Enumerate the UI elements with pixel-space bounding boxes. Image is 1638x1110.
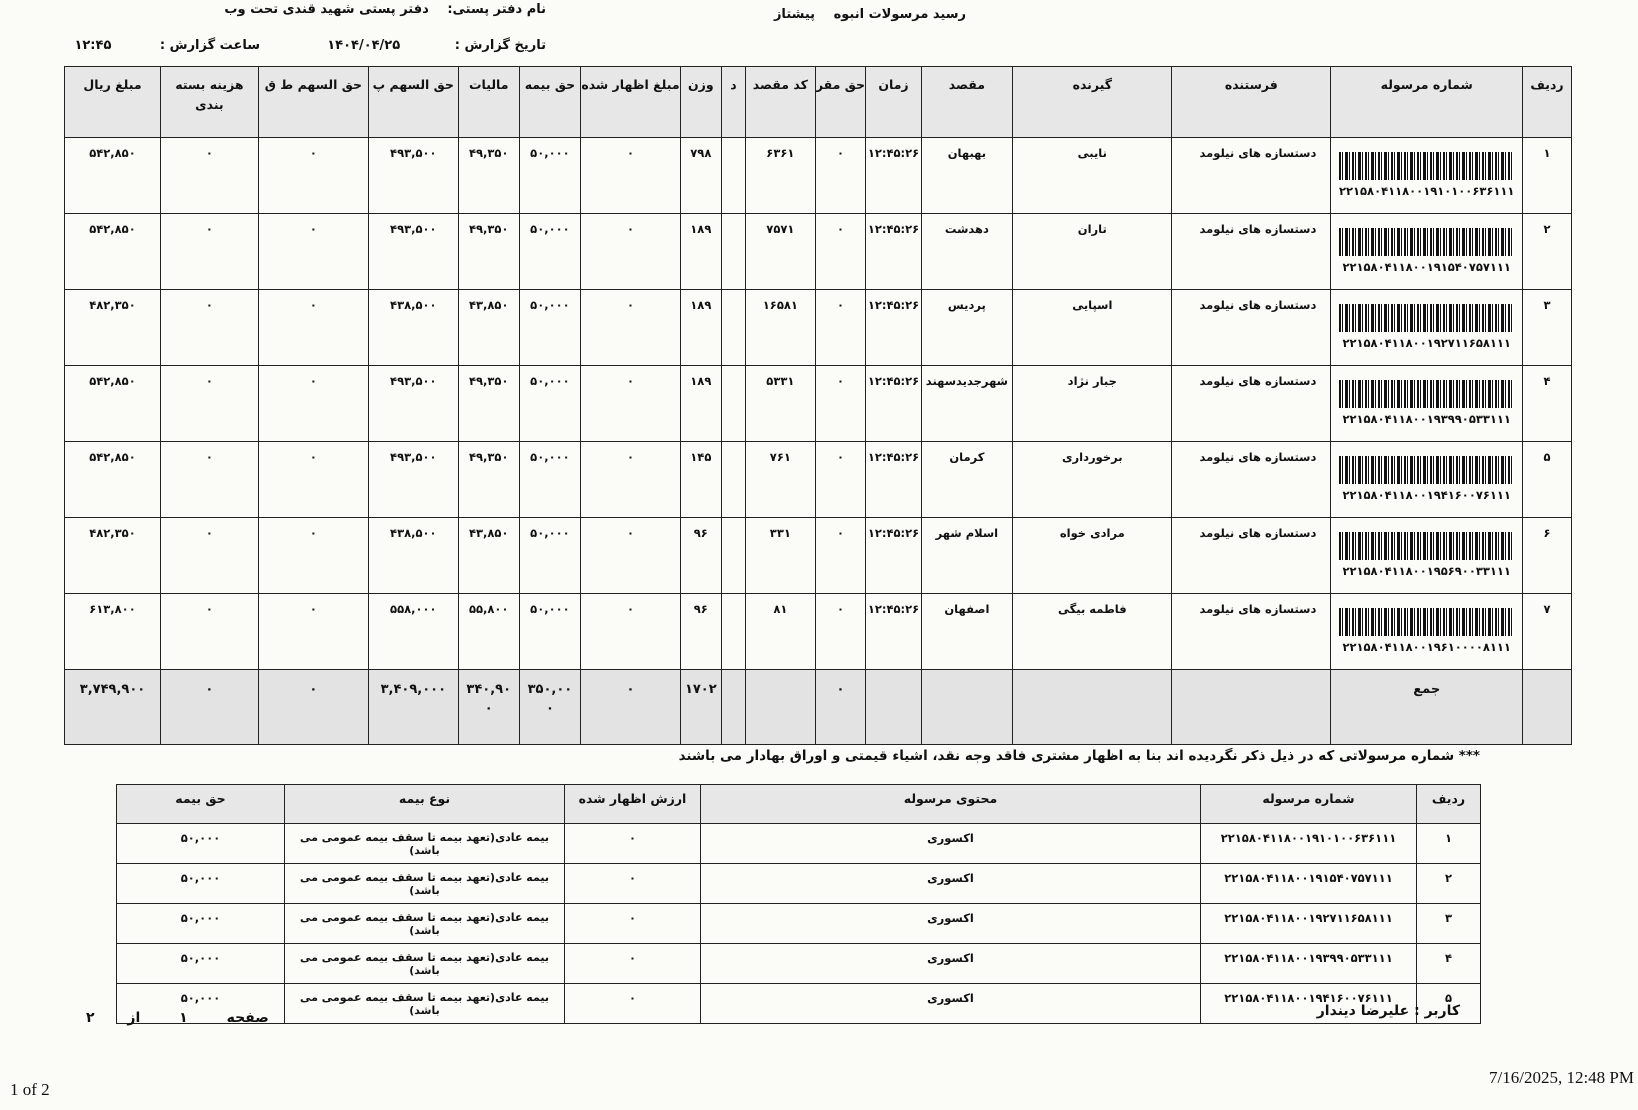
insurance-row	[117, 824, 1481, 864]
cell-declared: ۰	[581, 366, 681, 442]
insurance-cell-tracking: ۲۲۱۵۸۰۴۱۱۸۰۰۱۹۱۰۱۰۰۶۳۶۱۱۱	[1201, 824, 1417, 864]
cell-share-p: ۴۹۳,۵۰۰	[368, 214, 458, 290]
cell-share-tq: ۰	[258, 290, 368, 366]
user-info	[1317, 1003, 1460, 1019]
total-value: ۰	[309, 682, 318, 697]
cell-d	[721, 594, 745, 670]
cell-destination: اصفهان	[921, 594, 1013, 670]
page-indicator	[86, 1010, 269, 1026]
header-cell: حق السهم ط ق	[258, 67, 368, 138]
total-value: ۱۷۰۲	[684, 682, 717, 697]
cell-dest-code: ۳۳۱	[746, 518, 815, 594]
insurance-row	[117, 864, 1481, 904]
total-value: ۳,۷۴۹,۹۰۰	[79, 682, 146, 697]
cell-d	[721, 442, 745, 518]
cell-dest-code: ۵۳۳۱	[746, 366, 815, 442]
cell-sender: دستساز‌ه های نیلومد	[1172, 214, 1331, 290]
cell-declared: ۰	[581, 594, 681, 670]
time-label: ساعت گزارش :	[159, 38, 260, 53]
cell-row: ۷	[1523, 594, 1572, 670]
print-page-number: 1 of 2	[10, 1080, 50, 1099]
cell-d	[721, 290, 745, 366]
cell-packing: ۰	[160, 594, 258, 670]
cell-d	[721, 366, 745, 442]
shipment-row	[65, 290, 1572, 366]
tracking-cell	[1331, 594, 1523, 670]
cell-insurance: ۵۰,۰۰۰	[519, 594, 580, 670]
cell-base-fee: ۰	[815, 290, 866, 366]
cell-receiver: تاران	[1013, 214, 1172, 290]
total-empty	[746, 670, 815, 745]
date-value: ۱۴۰۴/۰۴/۲۵	[327, 38, 401, 53]
cell-share-tq: ۰	[258, 518, 368, 594]
report-service: پیشتاز	[773, 7, 816, 22]
page-of: از	[127, 1010, 141, 1026]
user-label: کاربر :	[1414, 1003, 1460, 1019]
tracking-number: ۲۲۱۵۸۰۴۱۱۸۰۰۱۹۶۱۰۰۰۰۸۱۱۱	[1342, 640, 1511, 654]
insurance-cell-row: ۳	[1417, 904, 1481, 944]
insurance-header-row	[117, 785, 1481, 824]
cell-dest-code: ۷۵۷۱	[746, 214, 815, 290]
insurance-cell-tracking: ۲۲۱۵۸۰۴۱۱۸۰۰۱۹۴۱۶۰۰۷۶۱۱۱	[1201, 984, 1417, 1024]
insurance-cell-tracking: ۲۲۱۵۸۰۴۱۱۸۰۰۱۹۱۵۴۰۷۵۷۱۱۱	[1201, 864, 1417, 904]
office-info	[224, 2, 546, 17]
insurance-header-cell: ارزش اظهار شده	[565, 785, 701, 824]
total-declared	[581, 670, 681, 745]
shipment-row	[65, 518, 1572, 594]
insurance-cell-declared: ۰	[565, 904, 701, 944]
time-value: ۱۲:۴۵	[74, 38, 112, 53]
cell-destination: اسلام شهر	[921, 518, 1013, 594]
report-title-text: رسید مرسولات انبوه	[833, 7, 966, 22]
insurance-header-cell: حق بیمه	[117, 785, 285, 824]
insurance-cell-row: ۴	[1417, 944, 1481, 984]
total-share-tq	[258, 670, 368, 745]
cell-sender: دستساز‌ه های نیلومد	[1172, 290, 1331, 366]
insurance-row	[117, 904, 1481, 944]
total-value: ۳۴۰,۹۰	[466, 682, 512, 697]
cell-amount: ۶۱۳,۸۰۰	[65, 594, 161, 670]
total-empty	[866, 670, 921, 745]
cell-tax: ۴۳,۸۵۰	[458, 290, 519, 366]
cell-base-fee: ۰	[815, 366, 866, 442]
cell-share-p: ۴۹۳,۵۰۰	[368, 138, 458, 214]
header-cell: مبلغ اظهار شده	[581, 67, 681, 138]
shipments-header-row	[65, 67, 1572, 138]
insurance-cell-row: ۱	[1417, 824, 1481, 864]
cell-share-tq: ۰	[258, 442, 368, 518]
insurance-cell-premium: ۵۰,۰۰۰	[117, 864, 285, 904]
cell-insurance: ۵۰,۰۰۰	[519, 442, 580, 518]
cell-amount: ۴۸۲,۳۵۰	[65, 518, 161, 594]
insurance-cell-type: بیمه عادی(تعهد بیمه تا سقف بیمه عمومی می باشد)	[285, 824, 565, 864]
cell-receiver: مرادی خواه	[1013, 518, 1172, 594]
cell-base-fee: ۰	[815, 138, 866, 214]
cell-destination: پردیس	[921, 290, 1013, 366]
cell-tax: ۴۹,۳۵۰	[458, 214, 519, 290]
page-label: صفحه	[226, 1010, 269, 1026]
insurance-header-cell: محتوی مرسوله	[701, 785, 1201, 824]
tracking-cell	[1331, 214, 1523, 290]
insurance-cell-row: ۲	[1417, 864, 1481, 904]
total-value-extra: ۰	[484, 701, 493, 716]
total-value: ۰	[836, 682, 845, 697]
cell-share-tq: ۰	[258, 594, 368, 670]
cell-sender: دستساز‌ه های نیلومد	[1172, 138, 1331, 214]
header-cell: کد مقصد	[746, 67, 815, 138]
insurance-row	[117, 944, 1481, 984]
cell-declared: ۰	[581, 518, 681, 594]
total-weight	[680, 670, 721, 745]
cell-share-tq: ۰	[258, 366, 368, 442]
cell-tax: ۴۹,۳۵۰	[458, 366, 519, 442]
total-value: ۳,۴۰۹,۰۰۰	[380, 682, 446, 697]
barcode-image	[1339, 304, 1514, 332]
total-empty	[1523, 670, 1572, 745]
total-packing	[160, 670, 258, 745]
cell-declared: ۰	[581, 442, 681, 518]
insurance-cell-content: اکسوری	[701, 864, 1201, 904]
cell-share-p: ۴۳۸,۵۰۰	[368, 290, 458, 366]
header-cell: د	[721, 67, 745, 138]
cell-destination: کرمان	[921, 442, 1013, 518]
total-label	[1331, 670, 1523, 745]
insurance-header-cell: شماره مرسوله	[1201, 785, 1417, 824]
insurance-header-cell: ردیف	[1417, 785, 1481, 824]
header-cell: وزن	[680, 67, 721, 138]
shipments-table	[64, 66, 1572, 745]
cell-d	[721, 138, 745, 214]
cell-amount: ۵۴۲,۸۵۰	[65, 214, 161, 290]
cell-weight: ۱۴۵	[680, 442, 721, 518]
barcode-image	[1339, 380, 1514, 408]
cell-sender: دستساز‌ه های نیلومد	[1172, 366, 1331, 442]
total-value: ۰	[205, 682, 214, 697]
report-date	[327, 38, 546, 53]
cell-packing: ۰	[160, 518, 258, 594]
total-value: ۳۵۰,۰۰	[527, 682, 573, 697]
insurance-cell-content: اکسوری	[701, 824, 1201, 864]
tracking-cell	[1331, 366, 1523, 442]
insurance-cell-premium: ۵۰,۰۰۰	[117, 824, 285, 864]
cell-weight: ۱۸۹	[680, 366, 721, 442]
cell-declared: ۰	[581, 214, 681, 290]
cell-share-p: ۴۹۳,۵۰۰	[368, 442, 458, 518]
shipment-row	[65, 594, 1572, 670]
cell-row: ۵	[1523, 442, 1572, 518]
header-cell: ردیف	[1523, 67, 1572, 138]
cell-row: ۴	[1523, 366, 1572, 442]
header-cell: مالیات	[458, 67, 519, 138]
tracking-cell	[1331, 518, 1523, 594]
cell-insurance: ۵۰,۰۰۰	[519, 214, 580, 290]
insurance-cell-declared: ۰	[565, 824, 701, 864]
cell-receiver: فاطمه بیگی	[1013, 594, 1172, 670]
tracking-cell	[1331, 290, 1523, 366]
header-cell: فرستنده	[1172, 67, 1331, 138]
cell-receiver: جبار نژاد	[1013, 366, 1172, 442]
cell-sender: دستساز‌ه های نیلومد	[1172, 442, 1331, 518]
cell-amount: ۵۴۲,۸۵۰	[65, 138, 161, 214]
cell-insurance: ۵۰,۰۰۰	[519, 366, 580, 442]
report-time	[74, 38, 260, 53]
cell-packing: ۰	[160, 138, 258, 214]
total-tax	[458, 670, 519, 745]
cell-time: ۱۲:۴۵:۲۶	[866, 138, 921, 214]
insurance-cell-type: بیمه عادی(تعهد بیمه تا سقف بیمه عمومی می باشد)	[285, 864, 565, 904]
total-row	[65, 670, 1572, 745]
insurance-cell-declared: ۰	[565, 864, 701, 904]
cell-tax: ۴۹,۳۵۰	[458, 442, 519, 518]
cell-share-tq: ۰	[258, 138, 368, 214]
insurance-cell-premium: ۵۰,۰۰۰	[117, 984, 285, 1024]
print-datetime: 7/16/2025, 12:48 PM	[1489, 1068, 1634, 1087]
header-cell: مقصد	[921, 67, 1013, 138]
cell-insurance: ۵۰,۰۰۰	[519, 518, 580, 594]
page-total: ۲	[86, 1010, 95, 1026]
total-share-p	[368, 670, 458, 745]
cell-tax: ۴۹,۳۵۰	[458, 138, 519, 214]
cell-d	[721, 214, 745, 290]
cell-base-fee: ۰	[815, 442, 866, 518]
shipment-row	[65, 366, 1572, 442]
tracking-cell	[1331, 138, 1523, 214]
shipment-row	[65, 442, 1572, 518]
cell-packing: ۰	[160, 366, 258, 442]
insurance-row	[117, 984, 1481, 1024]
cell-packing: ۰	[160, 442, 258, 518]
cell-time: ۱۲:۴۵:۲۶	[866, 442, 921, 518]
header-cell: مبلغ ریال	[65, 67, 161, 138]
cell-share-tq: ۰	[258, 214, 368, 290]
shipment-row	[65, 214, 1572, 290]
valuables-notice: *** شماره مرسولاتی که در ذیل ذکر نگردیده اند بنا به اظهار مشتری فاقد وجه نقد، اشیاء قیمتی و اوراق بهادار می باشند	[678, 748, 1480, 764]
barcode-image	[1339, 228, 1514, 256]
barcode-image	[1339, 608, 1514, 636]
office-label: نام دفتر پستی:	[447, 2, 546, 17]
insurance-cell-content: اکسوری	[701, 944, 1201, 984]
cell-weight: ۹۶	[680, 518, 721, 594]
cell-weight: ۹۶	[680, 594, 721, 670]
insurance-cell-type: بیمه عادی(تعهد بیمه تا سقف بیمه عمومی می باشد)	[285, 984, 565, 1024]
cell-amount: ۵۴۲,۸۵۰	[65, 366, 161, 442]
tracking-number: ۲۲۱۵۸۰۴۱۱۸۰۰۱۹۲۷۱۱۶۵۸۱۱۱	[1342, 336, 1511, 350]
header-cell: حق السهم پ	[368, 67, 458, 138]
date-label: تاریخ گزارش :	[454, 38, 546, 53]
cell-row: ۱	[1523, 138, 1572, 214]
cell-weight: ۷۹۸	[680, 138, 721, 214]
cell-time: ۱۲:۴۵:۲۶	[866, 214, 921, 290]
tracking-number: ۲۲۱۵۸۰۴۱۱۸۰۰۱۹۱۰۱۰۰۶۳۶۱۱۱	[1338, 184, 1515, 198]
total-empty	[921, 670, 1013, 745]
cell-base-fee: ۰	[815, 214, 866, 290]
total-value-extra: ۰	[545, 701, 554, 716]
barcode-image	[1339, 152, 1514, 180]
cell-dest-code: ۱۶۵۸۱	[746, 290, 815, 366]
cell-packing: ۰	[160, 214, 258, 290]
header-cell: حق بیمه	[519, 67, 580, 138]
cell-row: ۲	[1523, 214, 1572, 290]
cell-sender: دستساز‌ه های نیلومد	[1172, 518, 1331, 594]
total-base-fee	[815, 670, 866, 745]
cell-share-p: ۴۹۳,۵۰۰	[368, 366, 458, 442]
cell-time: ۱۲:۴۵:۲۶	[866, 594, 921, 670]
header-cell: شماره مرسوله	[1331, 67, 1523, 138]
cell-share-p: ۴۳۸,۵۰۰	[368, 518, 458, 594]
tracking-number: ۲۲۱۵۸۰۴۱۱۸۰۰۱۹۱۵۴۰۷۵۷۱۱۱	[1342, 260, 1511, 274]
cell-insurance: ۵۰,۰۰۰	[519, 290, 580, 366]
cell-sender: دستساز‌ه های نیلومد	[1172, 594, 1331, 670]
cell-destination: دهدشت	[921, 214, 1013, 290]
insurance-cell-type: بیمه عادی(تعهد بیمه تا سقف بیمه عمومی می باشد)	[285, 904, 565, 944]
cell-time: ۱۲:۴۵:۲۶	[866, 366, 921, 442]
header-cell: زمان	[866, 67, 921, 138]
insurance-cell-row: ۵	[1417, 984, 1481, 1024]
tracking-number: ۲۲۱۵۸۰۴۱۱۸۰۰۱۹۴۱۶۰۰۷۶۱۱۱	[1342, 488, 1511, 502]
cell-destination: بهبهان	[921, 138, 1013, 214]
cell-time: ۱۲:۴۵:۲۶	[866, 290, 921, 366]
cell-tax: ۵۵,۸۰۰	[458, 594, 519, 670]
report-title	[774, 7, 966, 22]
tracking-number: ۲۲۱۵۸۰۴۱۱۸۰۰۱۹۵۶۹۰۰۳۳۱۱۱	[1342, 564, 1511, 578]
cell-receiver: نایبی	[1013, 138, 1172, 214]
total-value: جمع	[1413, 682, 1441, 697]
tracking-number: ۲۲۱۵۸۰۴۱۱۸۰۰۱۹۳۹۹۰۵۳۳۱۱۱	[1342, 412, 1511, 426]
office-value: دفتر پستی شهید قندی تحت وب	[224, 2, 429, 17]
cell-packing: ۰	[160, 290, 258, 366]
cell-base-fee: ۰	[815, 518, 866, 594]
shipment-row	[65, 138, 1572, 214]
cell-tax: ۴۳,۸۵۰	[458, 518, 519, 594]
insurance-cell-content: اکسوری	[701, 904, 1201, 944]
cell-row: ۳	[1523, 290, 1572, 366]
insurance-cell-premium: ۵۰,۰۰۰	[117, 944, 285, 984]
cell-row: ۶	[1523, 518, 1572, 594]
total-value: ۰	[626, 682, 635, 697]
insurance-cell-tracking: ۲۲۱۵۸۰۴۱۱۸۰۰۱۹۲۷۱۱۶۵۸۱۱۱	[1201, 904, 1417, 944]
cell-dest-code: ۶۳۶۱	[746, 138, 815, 214]
cell-declared: ۰	[581, 138, 681, 214]
insurance-cell-type: بیمه عادی(تعهد بیمه تا سقف بیمه عمومی می باشد)	[285, 944, 565, 984]
total-empty	[1172, 670, 1331, 745]
total-insurance	[519, 670, 580, 745]
cell-weight: ۱۸۹	[680, 290, 721, 366]
cell-declared: ۰	[581, 290, 681, 366]
cell-receiver: اسپایی	[1013, 290, 1172, 366]
insurance-cell-tracking: ۲۲۱۵۸۰۴۱۱۸۰۰۱۹۳۹۹۰۵۳۳۱۱۱	[1201, 944, 1417, 984]
insurance-cell-content: اکسوری	[701, 984, 1201, 1024]
insurance-table	[116, 784, 1481, 1024]
cell-dest-code: ۷۶۱	[746, 442, 815, 518]
insurance-cell-declared: ۰	[565, 944, 701, 984]
cell-time: ۱۲:۴۵:۲۶	[866, 518, 921, 594]
total-amount	[65, 670, 161, 745]
cell-destination: شهرجدیدسهند	[921, 366, 1013, 442]
cell-d	[721, 518, 745, 594]
total-empty	[1013, 670, 1172, 745]
cell-share-p: ۵۵۸,۰۰۰	[368, 594, 458, 670]
cell-amount: ۵۴۲,۸۵۰	[65, 442, 161, 518]
cell-receiver: برخورداری	[1013, 442, 1172, 518]
header-cell: هزینه بسته بندی	[160, 67, 258, 138]
page-current: ۱	[179, 1010, 188, 1026]
insurance-cell-premium: ۵۰,۰۰۰	[117, 904, 285, 944]
user-name: علیرضا دیندار	[1316, 1003, 1410, 1019]
header-cell: گیرنده	[1013, 67, 1172, 138]
cell-weight: ۱۸۹	[680, 214, 721, 290]
cell-dest-code: ۸۱	[746, 594, 815, 670]
total-empty	[721, 670, 745, 745]
cell-amount: ۴۸۲,۳۵۰	[65, 290, 161, 366]
barcode-image	[1339, 456, 1514, 484]
cell-insurance: ۵۰,۰۰۰	[519, 138, 580, 214]
cell-base-fee: ۰	[815, 594, 866, 670]
tracking-cell	[1331, 442, 1523, 518]
header-cell: حق مقر	[815, 67, 866, 138]
insurance-cell-declared: ۰	[565, 984, 701, 1024]
barcode-image	[1339, 532, 1514, 560]
insurance-header-cell: نوع بیمه	[285, 785, 565, 824]
